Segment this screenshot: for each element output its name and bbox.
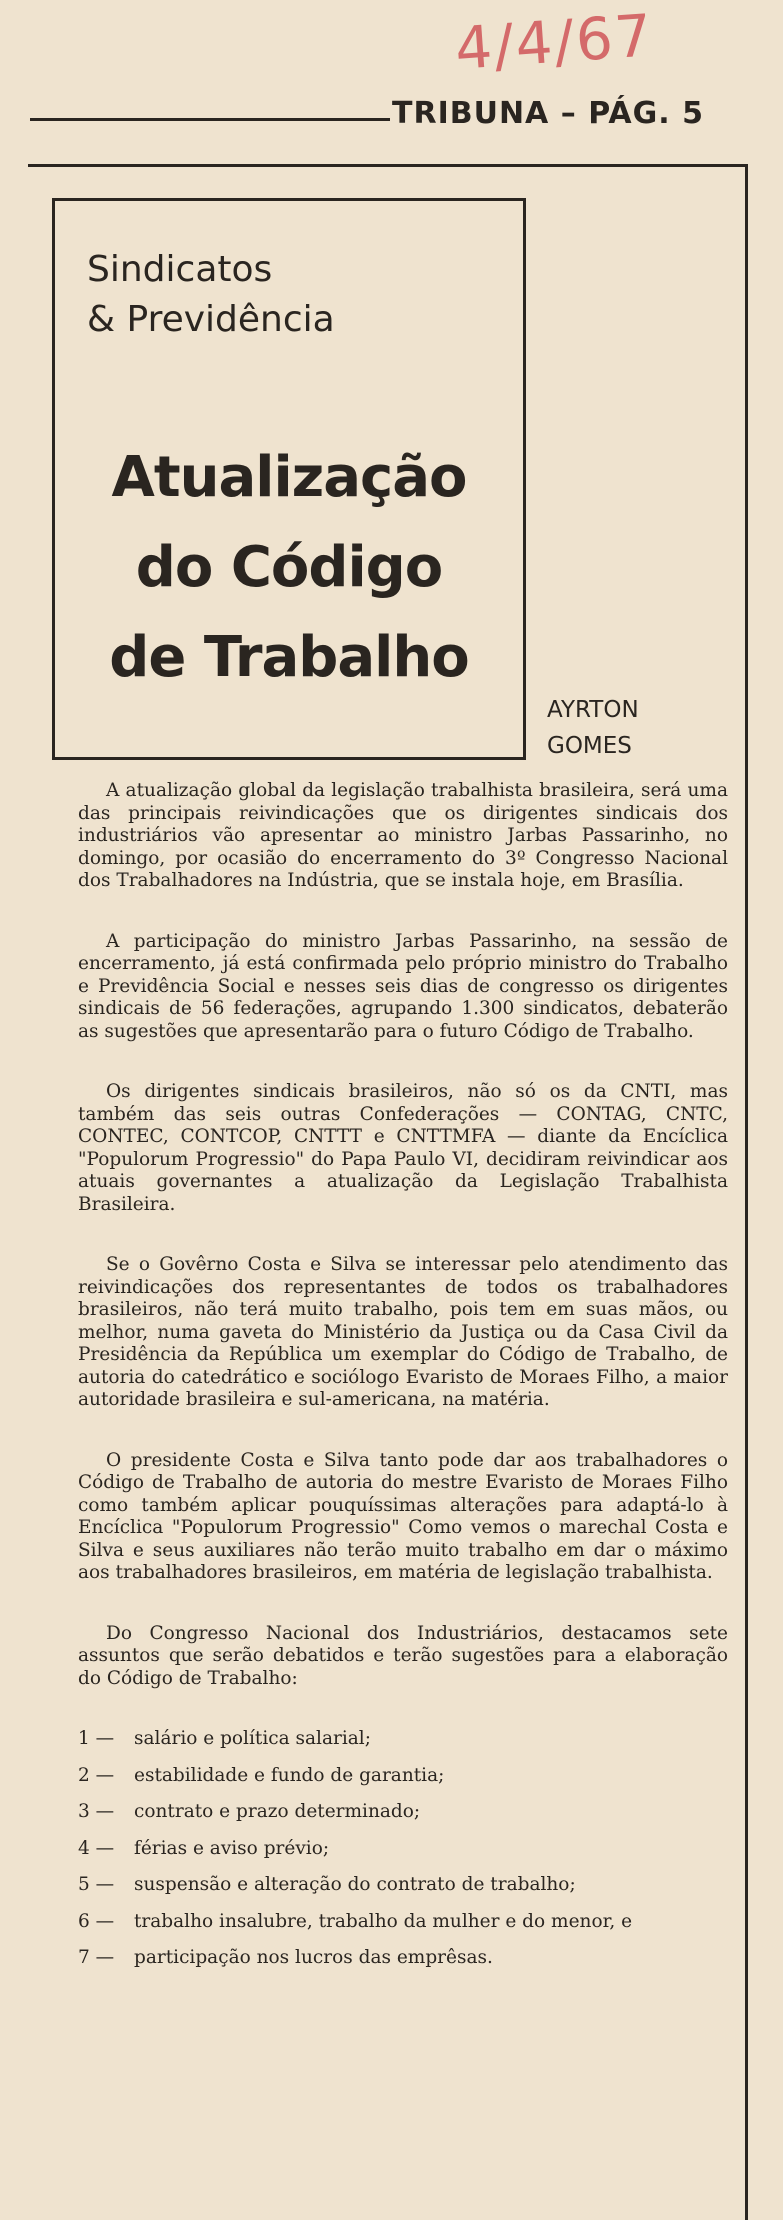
page-header bbox=[392, 96, 704, 131]
page-number: PÁG. 5 bbox=[588, 96, 704, 131]
topic-list bbox=[78, 1728, 728, 1970]
topic-item bbox=[78, 1728, 728, 1751]
article-paragraph: A atualização global da legislação trabalhista brasileira, será uma das principais reivindicações que os dirigentes sindicais dos industriários vão apresentar ao ministro Jarbas Passarinho, no domingo, por ocasião do encerramento do 3º Congresso Nacional dos Trabalhadores na Indústria, que se instala hoje, em Brasília. bbox=[78, 780, 728, 891]
header-rule bbox=[30, 118, 390, 121]
topic-item bbox=[78, 1947, 728, 1970]
topic-item bbox=[78, 1838, 728, 1861]
byline-first-name: AYRTON bbox=[547, 697, 639, 723]
article-paragraph: Os dirigentes sindicais brasileiros, não só os da CNTI, mas também das seis outras Confederações — CONTAG, CNTC, CONTEC, CONTCOP, CNTTT e CNTTMFA — diante da Encíclica "Populorum Progressio" do Papa Paulo VI, decidiram reivindicar aos atuais governantes a atualização da Legislação Trabalhista Brasileira. bbox=[78, 1081, 728, 1215]
topic-number: 7 — bbox=[78, 1947, 115, 1968]
section-label-line: & Previdência bbox=[87, 299, 335, 340]
topic-text: salário e política salarial; bbox=[134, 1728, 371, 1749]
byline-last-name: GOMES bbox=[547, 733, 632, 759]
topic-number: 5 — bbox=[78, 1874, 115, 1895]
headline-line: Atualização bbox=[111, 445, 467, 510]
article-paragraph: O presidente Costa e Silva tanto pode dar aos trabalhadores o Código de Trabalho de autoria do mestre Evaristo de Moraes Filho como também aplicar pouquíssimas alterações para adaptá-lo à Encíclica "Populorum Progressio" Como vemos o marechal Costa e Silva e seus auxiliares não terão muito trabalho em dar o máximo aos trabalhadores brasileiros, em matéria de legislação trabalhista. bbox=[78, 1449, 728, 1583]
article-paragraph: Se o Govêrno Costa e Silva se interessar pelo atendimento das reivindicações dos representantes de todos os trabalhadores brasileiros, não terá muito trabalho, pois tem em suas mãos, ou melhor, numa gaveta do Ministério da Justiça ou da Casa Civil da Presidência da República um exemplar do Código de Trabalho, de autoria do catedrático e sociólogo Evaristo de Moraes Filho, a maior autoridade brasileira e sul-americana, na matéria. bbox=[78, 1254, 728, 1410]
topic-text: estabilidade e fundo de garantia; bbox=[134, 1764, 445, 1786]
column-top-rule bbox=[28, 164, 748, 167]
headline-box bbox=[52, 198, 526, 760]
topic-item bbox=[78, 1874, 728, 1897]
topic-text: participação nos lucros das emprêsas. bbox=[134, 1947, 493, 1968]
article-paragraph: Do Congresso Nacional dos Industriários, destacamos sete assuntos que serão debatidos e terão sugestões para a elaboração do Código de Trabalho: bbox=[78, 1622, 728, 1689]
topic-number: 4 — bbox=[78, 1837, 115, 1859]
section-label-line: Sindicatos bbox=[87, 249, 273, 290]
article-body bbox=[78, 780, 728, 1984]
headline bbox=[55, 433, 523, 703]
header-dash: – bbox=[560, 96, 589, 131]
article-paragraph: A participação do ministro Jarbas Passarinho, na sessão de encerramento, já está confirmada pelo próprio ministro do Trabalho e Previdência Social e nesses seis dias de congresso os dirigentes sindicais de 56 federações, agrupando 1.300 sindicatos, debaterão as sugestões que apresentarão para o futuro Código de Trabalho. bbox=[78, 930, 728, 1042]
byline bbox=[547, 692, 639, 764]
headline-line: de Trabalho bbox=[109, 625, 469, 690]
headline-line: do Código bbox=[135, 535, 443, 600]
topic-item bbox=[78, 1911, 728, 1934]
column-right-rule bbox=[745, 164, 748, 2220]
topic-item bbox=[78, 1765, 728, 1788]
topic-item bbox=[78, 1801, 728, 1824]
topic-text: suspensão e alteração do contrato de trabalho; bbox=[134, 1874, 576, 1895]
publication-name: TRIBUNA bbox=[392, 96, 550, 131]
handwritten-date: 4/4/67 bbox=[452, 1, 656, 83]
topic-number: 6 — bbox=[78, 1910, 115, 1932]
topic-number: 2 — bbox=[78, 1764, 115, 1786]
topic-number: 3 — bbox=[78, 1801, 115, 1822]
topic-text: trabalho insalubre, trabalho da mulher e do menor, e bbox=[134, 1910, 633, 1932]
section-label bbox=[87, 245, 335, 345]
topic-text: contrato e prazo determinado; bbox=[134, 1801, 421, 1822]
topic-number: 1 — bbox=[78, 1728, 115, 1749]
topic-text: férias e aviso prévio; bbox=[134, 1837, 330, 1859]
